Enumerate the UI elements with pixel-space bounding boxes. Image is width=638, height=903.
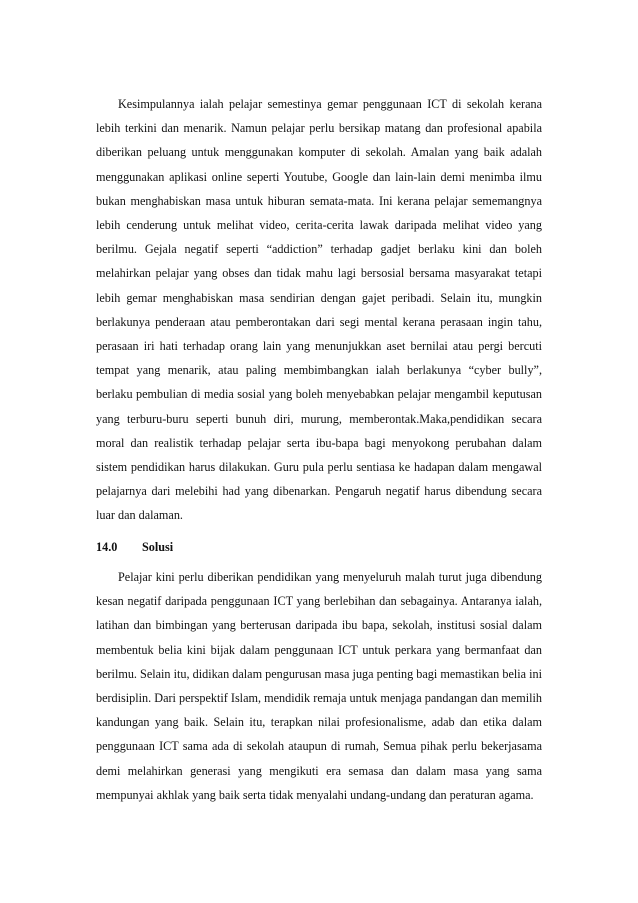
solution-paragraph: Pelajar kini perlu diberikan pendidikan yang menyeluruh malah turut juga dibendung kesan negatif daripada penggunaan ICT yang berlebihan dan sebagainya. Antaranya ialah, latihan dan bimbingan yang berterusan daripada ibu bapa, sekolah, institusi sosial dalam membentuk belia kini bijak dalam penggunaan ICT untuk perkara yang bermanfaat dan berilmu. Selain itu, didikan dalam pengurusan masa juga penting bagi memastikan belia ini berdisiplin. Dari perspektif Islam, mendidik remaja untuk menjaga pandangan dan memilih kandungan yang baik. Selain itu, terapkan nilai profesionalisme, adab dan etika dalam penggunaan ICT sama ada di sekolah ataupun di rumah, Semua pihak perlu bekerjasama demi melahirkan generasi yang mengikuti era semasa dan dalam masa yang sama mempunyai akhlak yang baik serta tidak menyalahi undang-undang dan peraturan agama. — [96, 570, 542, 802]
section-title: Solusi — [142, 540, 174, 554]
section-number: 14.0 — [96, 540, 118, 554]
conclusion-paragraph: Kesimpulannya ialah pelajar semestinya gemar penggunaan ICT di sekolah kerana lebih terkini dan menarik. Namun pelajar perlu bersikap matang dan profesional apabila diberikan peluang untuk menggunakan komputer di sekolah. Amalan yang baik adalah menggunakan aplikasi online seperti Youtube, Google dan lain-lain demi menimba ilmu bukan menghabiskan masa untuk hiburan semata-mata. Ini kerana pelajar sememangnya lebih cenderung untuk melihat video, cerita-cerita lawak daripada melihat video yang berilmu. Gejala negatif seperti “addiction” terhadap gadjet berlaku kini dan boleh melahirkan pelajar yang obses dan tidak mahu lagi bersosial bersama masyarakat tetapi lebih gemar menghabiskan masa sendirian dengan gajet peribadi. Selain itu, mungkin berlakunya penderaan atau pemberontakan dari segi mental kerana perasaan ingin tahu, perasaan iri hati terhadap orang lain yang menunjukkan aset bernilai atau pergi bercuti tempat yang menarik, atau paling membimbangkan ialah berlakunya “cyber bully”, berlaku pembulian di media sosial yang boleh menyebabkan pelajar mengambil keputusan yang terburu-buru seperti bunuh diri, murung, memberontak.Maka,pendidikan secara moral dan realistik terhadap pelajar serta ibu-bapa bagi menyokong perubahan dalam sistem pendidikan harus dilakukan. Guru pula perlu sentiasa ke hadapan dalam mengawal pelajarnya dari melebihi had yang dibenarkan. Pengaruh negatif harus dibendung secara luar dan dalaman. — [96, 97, 542, 523]
section-heading — [96, 537, 173, 557]
